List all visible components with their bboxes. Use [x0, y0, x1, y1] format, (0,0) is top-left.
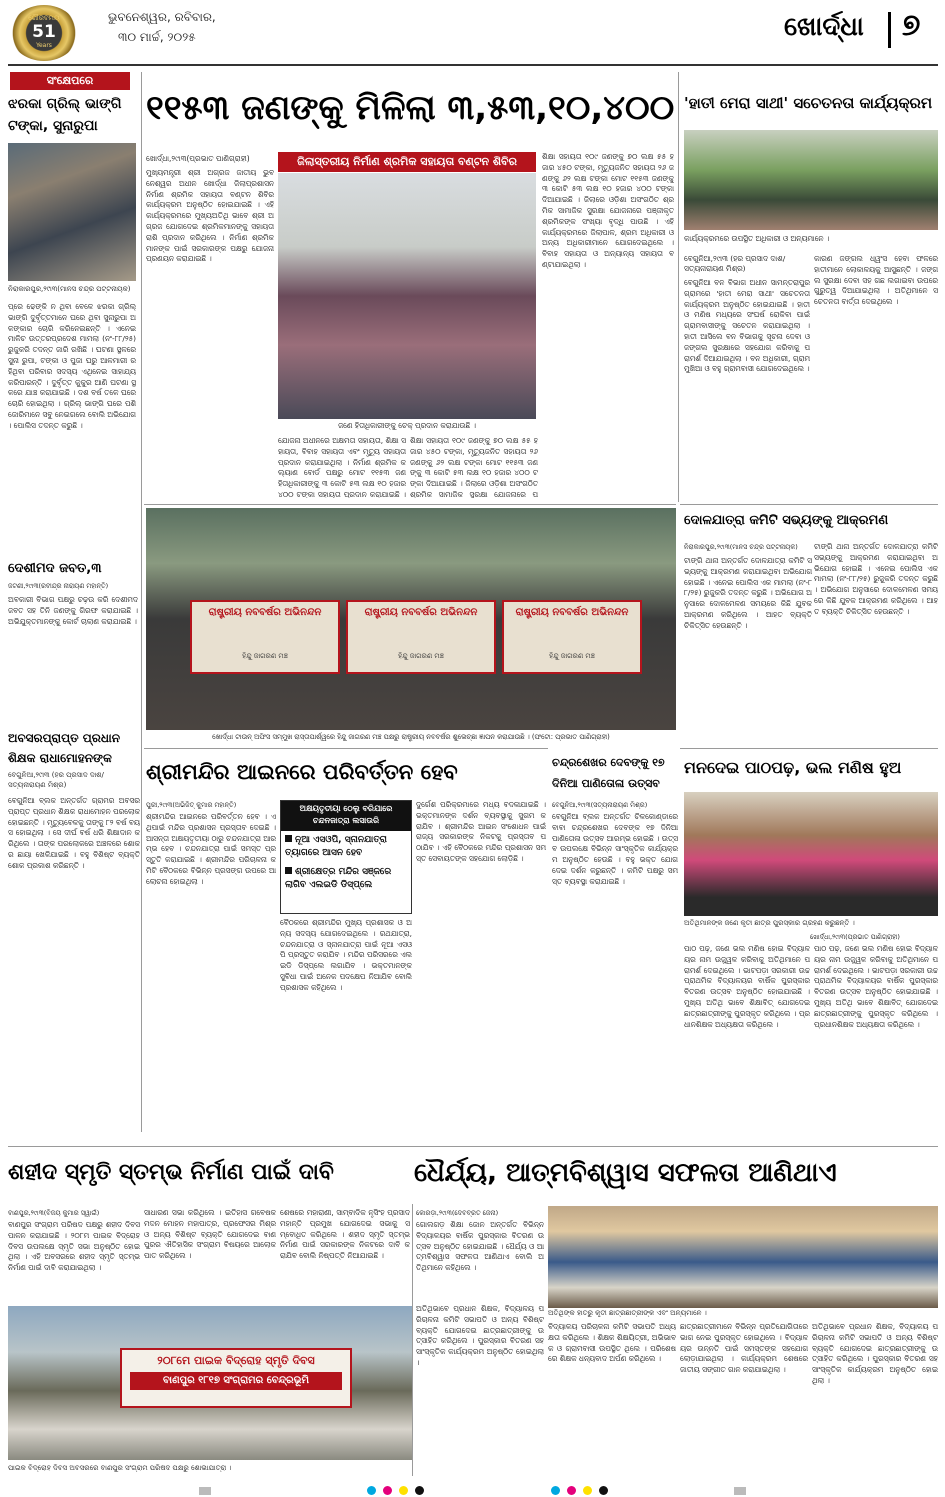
banner-sign-sub-2: ହିନ୍ଦୁ ଜାଗରଣ ମଞ୍ଚ	[398, 652, 444, 660]
gray-swatch-icon-2	[734, 1487, 746, 1495]
dhairya-photo	[548, 1206, 938, 1308]
dola-body-2: ଟାଙ୍ଗି ଥାନା ଅନ୍ତର୍ଗତ ଦୋଳଯାତ୍ରା କମିଟି ସଭ୍ୟଙ୍କୁ ଆକ୍ରମଣ କରାଯାଇଥିବା ଅଭିଯୋଗ ହୋଇଛି । ଏନେଇ ପୋଲିସ ଏକ ମାମଲା (ନଂ-୮୮/୨୫) ରୁଜୁକରି ତଦନ୍ତ କରୁଛି । ଅଭିଯୋଗ ଅନୁସାରେ ଦୋଳମେଳଣ ସମୟରେ କିଛି ଯୁବକ ଆକ୍ରମଣ କରିଥିଲେ । ଆହତ ବ୍ୟକ୍ତି ଚିକିତ୍ସିତ ହେଉଛନ୍ତି ।	[814, 542, 938, 616]
chandra-dateline: ବେଗୁନିଆ,୨୯ା୩(ସତ୍ୟନାରାୟଣ ମିଶ୍ର)	[552, 801, 648, 809]
cyan-dot-icon-2	[551, 1486, 560, 1495]
hati-photo-caption: କାର୍ଯ୍ୟକ୍ରମରେ ଉପସ୍ଥିତ ଅଧିକାରୀ ଓ ଅନ୍ୟମାନେ ।	[684, 234, 830, 243]
banner-photo	[146, 508, 676, 730]
srimandir-box-item-1	[281, 831, 411, 863]
date-line-2: ୩୦ ମାର୍ଚ୍ଚ, ୨୦୨୫	[118, 30, 196, 44]
desh-headline: ଦେଶୀମଦ ଜବତ,୩	[8, 561, 102, 576]
srimandir-box	[280, 800, 412, 914]
logo-years: 51	[32, 22, 56, 42]
chandra-body: ବେଗୁନିଆ ବ୍ଲକ ଅନ୍ତର୍ଗତ ଚିଳକୋଣ୍ଡାରେ ବାବା ଚନ୍ଦ୍ରଶେଖର ଦେବଙ୍କ ୧୭ ଦିନିଆ ପାଣିତୋଳା ଉତ୍ସବ ଆରମ୍ଭ ହୋଇଛି । ଉତ୍ସବ ଉପଲକ୍ଷେ ବିଭିନ୍ନ ସାଂସ୍କୃତିକ କାର୍ଯ୍ୟକ୍ରମ ଅନୁଷ୍ଠିତ ହେଉଛି । ବହୁ ଭକ୍ତ ଯୋଗଦେଇ ଦର୍ଶନ କରୁଛନ୍ତି । କମିଟି ପକ୍ଷରୁ ସମସ୍ତ ବ୍ୟବସ୍ଥା କରାଯାଇଛି ।	[552, 812, 678, 886]
logo-years-label: Years	[36, 42, 52, 49]
section-name: ଖୋର୍ଦ୍ଧା	[784, 12, 864, 42]
dhairya-headline: ଧୈର୍ଯ୍ୟ, ଆତ୍ମବିଶ୍ୱାସ ସଫଳତା ଆଣିଥାଏ	[414, 1158, 837, 1188]
yellow-dot-icon	[399, 1486, 408, 1495]
brief-headline: ଝରକା ଗ୍ରିଲ୍ ଭାଙ୍ଗି ଟଙ୍କା, ସୁନାରୁପା	[8, 96, 122, 134]
mana-dateline: ଖୋର୍ଦ୍ଧା,୨୯ା୩(ପ୍ରଭାତ ପାଣିଗ୍ରାହୀ)	[810, 933, 900, 941]
main-body-3: ଶିକ୍ଷା ସହାୟତା ୧୦୯ ଜଣଙ୍କୁ ୭୦ ଲକ୍ଷ ୫୫ ହଜାର ୪୫୦ ଟଙ୍କା, ମୃତ୍ୟୁଜନିତ ସହାୟତା ୨୬ ଜଣଙ୍କୁ ୬୨ ଲକ୍ଷ ଟଙ୍କା ମୋଟ ୧୧୫୩ ଜଣଙ୍କୁ ୩ କୋଟି ୫୩ ଲକ୍ଷ ୧୦ ହଜାର ୪୦୦ ଟଙ୍କା ଦିଆଯାଇଛି । ଜିଲାରେ ଓଡ଼ିଶା ଅସଂଗଠିତ ଶ୍ରମିକ ସାମାଜିକ ସୁରକ୍ଷା ଯୋଜନାରେ ପ	[410, 436, 538, 498]
dhairya-body-3: ବିଦ୍ୟାଳୟ ପରିଚାଳନା କମିଟି ସଭାପତି ଅଧ୍ୟକ୍ଷତା କରିଥିଲେ । ଶିକ୍ଷକ ଶିକ୍ଷୟିତ୍ରୀ, ଅଭିଭାବକ ଓ ଗ୍ରାମବାସୀ ଉପସ୍ଥିତ ଥିଲେ । ପରିଶେଷରେ ଶିକ୍ଷକ ଧନ୍ୟବାଦ ଅର୍ପଣ କରିଥିଲେ ।	[548, 1322, 676, 1364]
main-body-4: ଶିକ୍ଷା ସହାୟତା ୧୦୯ ଜଣଙ୍କୁ ୭୦ ଲକ୍ଷ ୫୫ ହଜାର ୪୫୦ ଟଙ୍କା, ମୃତ୍ୟୁଜନିତ ସହାୟତା ୨୬ ଜଣଙ୍କୁ ୬୨ ଲକ୍ଷ ଟଙ୍କା ମୋଟ ୧୧୫୩ ଜଣଙ୍କୁ ୩ କୋଟି ୫୩ ଲକ୍ଷ ୧୦ ହଜାର ୪୦୦ ଟଙ୍କା ଦିଆଯାଇଛି । ଜିଲାରେ ଓଡ଼ିଶା ଅସଂଗଠିତ ଶ୍ରମିକ ସାମାଜିକ ସୁରକ୍ଷା ଯୋଜନାରେ ପଞ୍ଜୀକୃତ ଶ୍ରମିକଙ୍କ ସଂଖ୍ୟା ବୃଦ୍ଧି ପାଉଛି । ଏହି କାର୍ଯ୍ୟକ୍ରମରେ ଜିଲାପାଳ, ଶ୍ରମ ଅଧିକାରୀ ଓ ଅନ୍ୟ ଅଧିକାରୀମାନେ ଯୋଗଦେଇଥିଲେ । ବିବାହ ସହାୟତା ଓ ଅନ୍ୟାନ୍ୟ ସହାୟତା ବଣ୍ଟାଯାଇଥିଲା ।	[542, 152, 674, 269]
main-body-2: ଯୋଜନା ଅଧୀନରେ ଅକ୍ଷମତା ସହାୟତା, ଶିକ୍ଷା ସହାୟତା, ବିବାହ ସହାୟତା ଏବଂ ମୃତ୍ୟୁ ସହାୟତା ପ୍ରଦାନ କରାଯାଇଥିଲା । ନିର୍ମାଣ ଶ୍ରମିକ କଲ୍ୟାଣ ବୋର୍ଡ ପକ୍ଷରୁ ମୋଟ ୧୧୫୩ ଜଣ ହିତାଧିକାରୀଙ୍କୁ ୩ କୋଟି ୫୩ ଲକ୍ଷ ୧୦ ହଜାର ୪୦୦ ଟଙ୍କା ସହାୟତା ପ୍ରଦାନ କରାଯାଇଛି ।	[278, 436, 406, 498]
banner-sign-right	[502, 600, 642, 674]
hati-photo	[684, 130, 938, 230]
dola-body: ଟାଙ୍ଗି ଥାନା ଅନ୍ତର୍ଗତ ଦୋଳଯାତ୍ରା କମିଟି ସଭ୍ୟଙ୍କୁ ଆକ୍ରମଣ କରାଯାଇଥିବା ଅଭିଯୋଗ ହୋଇଛି । ଏନେଇ ପୋଲିସ ଏକ ମାମଲା (ନଂ-୮୮/୨୫) ରୁଜୁକରି ତଦନ୍ତ କରୁଛି । ଅଭିଯୋଗ ଅନୁସାରେ ଦୋଳମେଳଣ ସମୟରେ କିଛି ଯୁବକ ଆକ୍ରମଣ କରିଥିଲେ । ଆହତ ବ୍ୟକ୍ତି ଚିକିତ୍ସିତ ହେଉଛନ୍ତି ।	[684, 556, 812, 630]
dhairya-body-5: ଅତିଥିଭାବେ ପ୍ରଧାନ ଶିକ୍ଷକ, ବିଦ୍ୟାଳୟ ପରିଚାଳନା କମିଟି ସଭାପତି ଓ ଅନ୍ୟ ବିଶିଷ୍ଟ ବ୍ୟକ୍ତି ଯୋଗଦେଇ ଛାତ୍ରଛାତ୍ରୀଙ୍କୁ ଉତ୍ସାହିତ କରିଥିଲେ । ପୁରସ୍କାର ବିତରଣ ସହ ସାଂସ୍କୃତିକ କାର୍ଯ୍ୟକ୍ରମ ଅନୁଷ୍ଠିତ ହୋଇଥିଲା ।	[812, 1322, 938, 1385]
main-headline: ୧୧୫୩ ଜଣଙ୍କୁ ମିଳିଲା ୩,୫୩,୧୦,୪୦୦	[146, 88, 675, 128]
srimandir-dateline: ପୁରୀ,୨୯ା୩(ଅଭିଜିତ୍ କୁମାର ମହାନ୍ତି)	[146, 801, 237, 809]
col-rule-1	[141, 72, 142, 1132]
shahid-photo-caption: ପାଇକ ବିଦ୍ରୋହ ଦିବସ ଅବସରରେ ବାଣପୁର ସଂଗ୍ରାମ ପରିଷଦ ପକ୍ଷରୁ ଶୋଭାଯାତ୍ରା ।	[8, 1464, 232, 1472]
banner-sign-mid	[346, 600, 496, 674]
dhairya-body-2: ଅତିଥିଭାବେ ପ୍ରଧାନ ଶିକ୍ଷକ, ବିଦ୍ୟାଳୟ ପରିଚାଳନା କମିଟି ସଭାପତି ଓ ଅନ୍ୟ ବିଶିଷ୍ଟ ବ୍ୟକ୍ତି ଯୋଗଦେଇ ଛାତ୍ରଛାତ୍ରୀଙ୍କୁ ଉତ୍ସାହିତ କରିଥିଲେ । ପୁରସ୍କାର ବିତରଣ ସହ ସାଂସ୍କୃତିକ କାର୍ଯ୍ୟକ୍ରମ ଅନୁଷ୍ଠିତ ହୋଇଥିଲା ।	[416, 1304, 544, 1367]
page-number: ୭	[902, 8, 921, 43]
main-dateline: ଖୋର୍ଦ୍ଧା,୨୯ା୩(ପ୍ରଭାତ ପାଣିଗ୍ରାହୀ)	[146, 154, 250, 163]
main-photo	[278, 173, 536, 419]
dhairya-body-4: ଛାତ୍ରଛାତ୍ରୀମାନେ ବିଭିନ୍ନ ପ୍ରତିଯୋଗିତାରେ ଭାଗ ନେଇ ପୁରସ୍କୃତ ହୋଇଥିଲେ । ବିଦ୍ୟାଳୟର ଉନ୍ନତି ପାଇଁ ସମସ୍ତଙ୍କ ସହଯୋଗ ଲୋଡ଼ାଯାଇଥିଲା । କାର୍ଯ୍ୟକ୍ରମ ଶେଷରେ ଜାତୀୟ ସଙ୍ଗୀତ ଗାନ କରାଯାଇଥିଲା ।	[680, 1322, 808, 1375]
main-photo-label: ଜିଲାସ୍ତରୀୟ ନିର୍ମାଣ ଶ୍ରମିକ ସହାୟତା ବଣ୍ଟନ ଶିବିର	[278, 152, 536, 172]
shahid-banner-line-1: ୨୦୮ମେ ପାଇକ ବିଦ୍ରୋହ ସ୍ମୃତି ଦିବସ	[157, 1354, 315, 1367]
shahid-body-2: ସାଧାରଣ ସଭା କରିଥିଲେ । ଇତିହାସ ଗବେଷକ ମଦନ ମୋହନ ମହାପାତ୍ର, ପ୍ରଫେସର ମିଶ୍ର ଓ ଅନ୍ୟ ବିଶିଷ୍ଟ ବ୍ୟକ୍ତି ଯୋଗଦେଇ ବାଣପୁରର ଐତିହାସିକ ସଂଗ୍ରାମ ବିଷୟରେ ଆଲୋକପାତ କରିଥିଲେ ।	[144, 1208, 276, 1261]
shahid-banner-line-2: ବାଣପୁର ୧୮୧୭ ସଂଗ୍ରାମର ବେନ୍ଦ୍ରଭୂମି	[130, 1372, 342, 1390]
mana-body: ପାଠ ପଢ଼, ଜଣେ ଭଲ ମଣିଷ ହୋଇ ବିଦ୍ୟାଳୟର ନାମ ଉଜ୍ଜ୍ୱଳ କରିବାକୁ ଅତିଥିମାନେ ପରାମର୍ଶ ଦେଇଥିଲେ । ଭାଟପଡ଼ା ସରକାରୀ ଉଚ୍ଚ ପ୍ରାଥମିକ ବିଦ୍ୟାଳୟର ବାର୍ଷିକ ପୁରସ୍କାର ବିତରଣ ଉତ୍ସବ ଅନୁଷ୍ଠିତ ହୋଇଯାଇଛି । ମୁଖ୍ୟ ଅତିଥି ଭାବେ ଶିକ୍ଷାବିତ୍ ଯୋଗଦେଇ ଛାତ୍ରଛାତ୍ରୀଙ୍କୁ ପୁରସ୍କୃତ କରିଥିଲେ । ପ୍ରଧାନଶିକ୍ଷକ ଅଧ୍ୟକ୍ଷତା କରିଥିଲେ ।	[684, 944, 810, 1029]
shahid-photo	[8, 1306, 412, 1460]
bottom-top-rule	[8, 1146, 938, 1147]
srimandir-body-1: ଶ୍ରୀମନ୍ଦିର ଆଇନରେ ପରିବର୍ତ୍ତନ ହେବ । ଏଥିପାଇଁ ମନ୍ଦିର ପ୍ରଶାସନ ପ୍ରସ୍ତାବ ଦେଇଛି । ଆସନ୍ତା ଅକ୍ଷୟତୃତୀୟା ଠାରୁ ଚନ୍ଦନଯାତ୍ରା ଆରମ୍ଭ ହେବ । ଚନ୍ଦନଯାତ୍ରା ପାଇଁ ସମସ୍ତ ପ୍ରସ୍ତୁତି କରାଯାଇଛି । ଶ୍ରୀମନ୍ଦିର ପରିଚାଳନା କମିଟି ବୈଠକରେ ବିଭିନ୍ନ ପ୍ରସଙ୍ଗ ଉପରେ ଆଲୋଚନା ହୋଇଥିଲା ।	[146, 812, 276, 886]
black-dot-icon-2	[599, 1486, 608, 1495]
chandra-headline: ଚନ୍ଦ୍ରଶେଖର ଦେବଙ୍କୁ ୧୭ ଦିନିଆ ପାଣିତୋଳା ଉତ୍ସବ	[552, 756, 665, 790]
col-rule-2	[678, 72, 679, 502]
shahid-dateline: ବାଣପୁର,୨୯ା୩(ବିଜୟ କୁମାର ସ୍ୱାଇଁ)	[8, 1209, 100, 1217]
srimandir-body-3: ଦୁର୍ଗେଶ ପରିକ୍ରମାରେ ମଧ୍ୟ ବଦଳାଯାଇଛି । ଭକ୍ତମାନଙ୍କ ଦର୍ଶନ ବ୍ୟବସ୍ଥାକୁ ସୁଗମ କରାଯିବ । ଶ୍ରୀମନ୍ଦିର ଆଇନ ସଂଶୋଧନ ପାଇଁ ରାଜ୍ୟ ସରକାରଙ୍କ ନିକଟକୁ ପ୍ରସ୍ତାବ ପଠାଯିବ । ଏହି ବୈଠକରେ ମନ୍ଦିର ପ୍ରଶାସନ ସମସ୍ତ ସେବାୟତଙ୍କ ସହଯୋଗ ଲୋଡ଼ିଛି ।	[416, 800, 546, 863]
date-line-1: ଭୁବନେଶ୍ୱର, ରବିବାର,	[108, 10, 216, 24]
cyan-dot-icon	[367, 1486, 376, 1495]
banner-sign-title: ରାଷ୍ଟ୍ରୀୟ ନବବର୍ଷର ଅଭିନନ୍ଦନ	[208, 607, 322, 618]
brief-label: ସଂକ୍ଷେପରେ	[10, 72, 130, 90]
dhairya-dateline: କୋରଡ଼ା,୨୯ା୩(ଦେବବ୍ରତ ଜେନା)	[416, 1209, 499, 1217]
dola-top-rule	[680, 504, 938, 505]
gray-swatch-icon	[199, 1487, 211, 1495]
box-item-2-text: ଶ୍ରୀକ୍ଷେତ୍ର ମନ୍ଦିର ସଞ୍ଜରେ ଲାଗିବ ଏଲଇଡି ଡିସ୍‌ପ୍ଲେ	[285, 867, 392, 890]
srimandir-box-item-2	[281, 863, 411, 895]
dola-dateline: ନିରାକାରପୁର,୨୯ା୩(ମାନସ ଚନ୍ଦ୍ର ପଟ୍ଟନାୟକ)	[684, 543, 798, 551]
srimandir-headline: ଶ୍ରୀମନ୍ଦିର ଆଇନରେ ପରିବର୍ତ୍ତନ ହେବ	[146, 760, 458, 784]
shahid-body-1: ବାଣପୁର ସଂଗ୍ରାମ ପରିଷଦ ପକ୍ଷରୁ ଶହୀଦ ଦିବସ ପାଳନ କରାଯାଇଛି । ୨୦୮ମ ପାଇକ ବିଦ୍ରୋହ ଦିବସ ଉପଲକ୍ଷେ ସ୍ମୃତି ସଭା ଅନୁଷ୍ଠିତ ହୋଇଥିଲା । ଏହି ଅବସରରେ ଶହୀଦ ସ୍ମୃତି ସ୍ତମ୍ଭ ନିର୍ମାଣ ପାଇଁ ଦାବି କରାଯାଇଥିଲା ।	[8, 1220, 140, 1273]
masthead	[0, 0, 945, 66]
banner-sign-title-3: ରାଷ୍ଟ୍ରୀୟ ନବବର୍ଷର ଅଭିନନ୍ଦନ	[515, 607, 629, 618]
mana-top-rule	[680, 748, 938, 749]
banner-sign-sub: ହିନ୍ଦୁ ଜାଗରଣ ମଞ୍ଚ	[242, 652, 288, 660]
shahid-headline: ଶହୀଦ ସ୍ମୃତି ସ୍ତମ୍ଭ ନିର୍ମାଣ ପାଇଁ ଦାବି	[8, 1160, 334, 1185]
shahid-banner	[120, 1348, 352, 1408]
mana-photo	[684, 792, 938, 916]
banner-sign-sub-3: ହିନ୍ଦୁ ଜାଗରଣ ମଞ୍ଚ	[549, 652, 595, 660]
yellow-dot-icon-2	[583, 1486, 592, 1495]
col-rule-bottom	[412, 1204, 413, 1476]
magenta-dot-icon	[383, 1486, 392, 1495]
hati-body: ବେଗୁନିଆ ବନ ବିଭାଗ ଅଧୀନ ସାମନ୍ତରାପୁର ଗ୍ରାମରେ 'ହାତୀ ମେରା ସାଥୀ' ସଚେତନତା କାର୍ଯ୍ୟକ୍ରମ ଅନୁଷ୍ଠିତ ହୋଇଯାଇଛି । ହାତୀ ଓ ମଣିଷ ମଧ୍ୟରେ ସଂଘର୍ଷ ରୋକିବା ପାଇଁ ଗ୍ରାମବାସୀଙ୍କୁ ସଚେତନ କରାଯାଇଥିଲା । ହାତୀ ଆସିଲେ ବନ ବିଭାଗକୁ ସୂଚନା ଦେବା ଓ ଜଙ୍ଗଲ ସୁରକ୍ଷାରେ ସହଯୋଗ କରିବାକୁ ପରାମର୍ଶ ଦିଆଯାଇଥିଲା । ବନ ଅଧିକାରୀ, ଗ୍ରାମ ମୁଖିଆ ଓ ବହୁ ଗ୍ରାମବାସୀ ଯୋଗଦେଇଥିଲେ ।	[684, 278, 810, 374]
bullet-square-icon	[285, 867, 292, 874]
dhairya-photo-caption: ଅତିଥିଙ୍କ ହାତରୁ କୃତୀ ଛାତ୍ରଛାତ୍ରୀଙ୍କ ଏବଂ ଅନ୍ୟମାନେ ।	[548, 1309, 707, 1317]
obit-body: ବେଗୁନିଆ ବ୍ଲକ ଅନ୍ତର୍ଗତ ଗ୍ରାମର ଅବସରପ୍ରାପ୍ତ ପ୍ରଧାନ ଶିକ୍ଷକ ରାଧାମୋହନ ପରଲୋକ ହୋଇଛନ୍ତି । ମୃତ୍ୟୁବେଳକୁ ତାଙ୍କୁ ୮୨ ବର୍ଷ ବୟସ ହୋଇଥିଲା । ସେ ଦୀର୍ଘ ବର୍ଷ ଧରି ଶିକ୍ଷାଦାନ କରିଥିଲେ । ତାଙ୍କ ପରଲୋକରେ ଅଞ୍ଚଳରେ ଶୋକର ଛାୟା ଖେଳିଯାଇଛି । ବହୁ ବିଶିଷ୍ଟ ବ୍ୟକ୍ତି ଶୋକ ପ୍ରକାଶ କରିଛନ୍ତି ।	[8, 796, 140, 870]
section-divider	[888, 12, 891, 48]
main-photo-caption: ଜଣେ ହିତାଧିକାରୀଙ୍କୁ ଚେକ୍ ପ୍ରଦାନ କରାଯାଉଛି ।	[338, 421, 476, 430]
shahid-body-3: ଶେଷରେ ମହାରାଣୀ, ସାମ୍ବାଦିକ ନୃସିଂହ ପ୍ରସାଦ ମହାନ୍ତି ପ୍ରମୁଖ ଯୋଗଦେଇ ସଭାକୁ ସମ୍ବୋଧିତ କରିଥିଲେ । ଶହୀଦ ସ୍ମୃତି ସ୍ତମ୍ଭ ନିର୍ମାଣ ପାଇଁ ସରକାରଙ୍କ ନିକଟରେ ଦାବି କରାଯିବ ବୋଲି ନିଷ୍ପତ୍ତି ନିଆଯାଇଛି ।	[280, 1208, 410, 1261]
brief-body: ପ୍ରେ ଢେଙ୍କି ନ ଥିବା ବେଳେ ଝରକା ଗ୍ରିଲ୍ ଭାଙ୍ଗି ଦୁର୍ବୃତ୍ତମାନେ ଘରେ ଥିବା ସୁନାରୁପା ଅଳଙ୍କାର ଚୋରି କରିନେଇଛନ୍ତି । ଏନେଇ ମାଳିଚ ଉତ୍ତରପ୍ରଦେଶ ମାମଲା (ନଂ-୮୮/୨୫) ରୁଜୁକରି ତଦନ୍ତ ଜାରି ରଖିଛି । ଘଟଣା ସ୍ଥଳରେ ସୁନା ରୁପା, ଟଙ୍କା ଓ ପୁଜା ଘରୁ ଆଳମାରୀ ରହିଥିବା ପରିବାର ସଦସ୍ୟ ଏଥିନେଇ ସାହାଯ୍ୟ କରିପାରନ୍ତି । ଦୁର୍ବୃତ୍ତ କୁକୁର ଆଣି ଘଟଣା ସ୍ଥଳରେ ଯାଞ୍ଚ କରାଯାଇଛି । ଦଶ ବର୍ଷ ତଳେ ଘରେ ଚୋରି ହୋଇଥିଲା । ଗ୍ରିଲ୍ ଭାଙ୍ଗି ଘରେ ପଶି ଜୋରିମାନେ ସବୁ ନେଇଗଲେ ବୋଲି ଅଭିଯୋଗ । ପୋଲିସ ତଦନ୍ତ କରୁଛି ।	[8, 302, 136, 430]
srimandir-body-2: ବୈଠକରେ ଶ୍ରୀମନ୍ଦିର ମୁଖ୍ୟ ପ୍ରଶାସକ ଓ ଅନ୍ୟ ସଦସ୍ୟ ଯୋଗଦେଇଥିଲେ । ରଥଯାତ୍ରା, ଚନ୍ଦନଯାତ୍ରା ଓ ସ୍ନାନଯାତ୍ରା ପାଇଁ ନୂଆ ଏସଓପି ପ୍ରସ୍ତୁତ କରାଯିବ । ମନ୍ଦିର ପରିସରରେ ଏଲଇଡି ଡିସ୍‌ପ୍ଲେ ଲଗାଯିବ । ଭକ୍ତମାନଙ୍କ ସୁବିଧା ପାଇଁ ଅନେକ ପଦକ୍ଷେପ ନିଆଯିବ ବୋଲି ପ୍ରଶାସକ କହିଥିଲେ ।	[280, 918, 412, 992]
desh-body: ଅବକାରୀ ବିଭାଗ ପକ୍ଷରୁ ଚଢ଼ଉ କରି ଦେଶୀମଦ ଜବତ ସହ ତିନି ଜଣଙ୍କୁ ଗିରଫ କରାଯାଇଛି । ଅଭିଯୁକ୍ତମାନଙ୍କୁ କୋର୍ଟ ଚାଲାଣ କରାଯାଇଛି ।	[8, 595, 138, 626]
dola-headline: ଦୋଳଯାତ୍ରା କମିଟି ସଭ୍ୟଙ୍କୁ ଆକ୍ରମଣ	[684, 513, 889, 528]
banner-top-rule	[144, 504, 676, 505]
brief-photo	[8, 143, 136, 281]
srimandir-box-title: ଅକ୍ଷୟତୃତୀୟା ଠେଲୁ ବରିଯାରେ ଚନ୍ଦନଜାତ୍ରା ଲସାଉରି	[281, 801, 411, 831]
main-body-1: ମୁଖ୍ୟମନ୍ତ୍ରୀ ଶ୍ରୀ ଅଗ୍ରଜ ଜାତୀୟ ଭୁବନେଶ୍ୱର ଅଧୀନ ଖୋର୍ଦ୍ଧା ଜିଲାପ୍ରଶାସନ ନିର୍ମାଣ ଶ୍ରମିକ ସହାୟତା ବଣ୍ଟନ ଶିବିର କାର୍ଯ୍ୟକ୍ରମ ଅନୁଷ୍ଠିତ ହୋଇଯାଇଛି । ଏହି କାର୍ଯ୍ୟକ୍ରମରେ ମୁଖ୍ୟଅତିଥି ଭାବେ ଶ୍ରୀ ଅଗ୍ରଜ ଯୋଗଦେଇ ଶ୍ରମିକମାନଙ୍କୁ ସହାୟତା ରାଶି ପ୍ରଦାନ କରିଥିଲେ । ନିର୍ମାଣ ଶ୍ରମିକମାନଙ୍କ ପାଇଁ ସରକାରଙ୍କ ପକ୍ଷରୁ ଯୋଜନା ପ୍ରଣୟନ କରାଯାଇଛି ।	[146, 168, 274, 264]
bullet-square-icon	[285, 835, 292, 842]
dhairya-body-1: ଗୋଲଗଡ଼ ଶିକ୍ଷା ଜୋନ ଅନ୍ତର୍ଗତ ବିଭିନ୍ନ ବିଦ୍ୟାଳୟର ବାର୍ଷିକ ପୁରସ୍କାର ବିତରଣ ଉତ୍ସବ ଅନୁଷ୍ଠିତ ହୋଇଯାଇଛି । ଧୈର୍ଯ୍ୟ ଓ ଆତ୍ମବିଶ୍ୱାସ ସଫଳତା ଆଣିଥାଏ ବୋଲି ଅତିଥିମାନେ କହିଥିଲେ ।	[416, 1220, 544, 1273]
obit-dateline: ବେଗୁନିଆ,୨୯ା୩ (ହର ପ୍ରସାଦ ଦାଶ/ସତ୍ୟନାରାୟଣ ମିଶ୍ର)	[8, 771, 104, 789]
hati-dateline: ବେଗୁନିଆ,୨୯ା୩ (ହର ପ୍ରସାଦ ଦାଶ/ସତ୍ୟନାରାୟଣ ମିଶ୍ର)	[684, 254, 786, 273]
anniversary-logo	[10, 5, 78, 61]
box-item-1-text: ନୂଆ ଏସଓପି, ସ୍ନାନଯାତ୍ରା ତ୍ୟାଗରେ ଆସନ ହେବ	[285, 835, 387, 858]
desh-dateline: ଜଟଣୀ,୨୯ା୩(ରବୀନ୍ଦ୍ର ନାରାୟଣ ମହାନ୍ତି)	[8, 582, 109, 590]
brief-photo-caption: ନିରାକାରପୁର,୨୯ା୩(ମାନସ ଚନ୍ଦ୍ର ପଟ୍ଟନାୟକ)	[8, 285, 131, 293]
black-dot-icon	[415, 1486, 424, 1495]
masthead-rule	[8, 64, 938, 66]
hati-headline: 'ହାତୀ ମେରା ସାଥୀ' ସଚେତନତା କାର୍ଯ୍ୟକ୍ରମ	[684, 94, 933, 112]
mana-headline: ମନଦେଇ ପାଠପଢ଼, ଭଲ ମଣିଷ ହୁଅ	[684, 758, 902, 777]
banner-photo-caption: ଖୋର୍ଦ୍ଧା ଟାଉନ୍ ଅଫିସ ସମ୍ମୁଖ ରାସ୍ତାପାର୍ଶ୍ୱରେ ହିନ୍ଦୁ ଜାଗରଣ ମଞ୍ଚ ପକ୍ଷରୁ ରାଷ୍ଟ୍ରୀୟ ନବବର୍ଷର ଶୁଭେଚ୍ଛା ଜ୍ଞାପନ କରାଯାଉଛି । (ଫଟୋ: ପ୍ରଭାତ ପାଣିଗ୍ରାହୀ)	[212, 733, 610, 741]
srimandir-top-rule	[144, 748, 548, 749]
logo-caption: ଗୌରବମୟ	[28, 14, 60, 22]
hati-body-2: କାରଣ ଜଙ୍ଗଲ ଧ୍ୱଂସ ହେବା ଫଳରେ ହାତୀମାନେ ଲୋକାଳୟକୁ ଆସୁଛନ୍ତି । ଜଙ୍ଗଲ ସୁରକ୍ଷା ଦେବା ସହ ଗଛ ଲଗାଇବା ଉପରେ ଗୁରୁତ୍ୱ ଦିଆଯାଇଥିଲା । ଅତିଥିମାନେ ସଚେତନତା ବାର୍ତ୍ତା ଦେଇଥିଲେ ।	[814, 254, 938, 307]
mana-body-2: ପାଠ ପଢ଼, ଜଣେ ଭଲ ମଣିଷ ହୋଇ ବିଦ୍ୟାଳୟର ନାମ ଉଜ୍ଜ୍ୱଳ କରିବାକୁ ଅତିଥିମାନେ ପରାମର୍ଶ ଦେଇଥିଲେ । ଭାଟପଡ଼ା ସରକାରୀ ଉଚ୍ଚ ପ୍ରାଥମିକ ବିଦ୍ୟାଳୟର ବାର୍ଷିକ ପୁରସ୍କାର ବିତରଣ ଉତ୍ସବ ଅନୁଷ୍ଠିତ ହୋଇଯାଇଛି । ମୁଖ୍ୟ ଅତିଥି ଭାବେ ଶିକ୍ଷାବିତ୍ ଯୋଗଦେଇ ଛାତ୍ରଛାତ୍ରୀଙ୍କୁ ପୁରସ୍କୃତ କରିଥିଲେ । ପ୍ରଧାନଶିକ୍ଷକ ଅଧ୍ୟକ୍ଷତା କରିଥିଲେ ।	[814, 944, 938, 1029]
magenta-dot-icon-2	[567, 1486, 576, 1495]
obit-headline: ଅବସରପ୍ରାପ୍ତ ପ୍ରଧାନ ଶିକ୍ଷକ ରାଧାମୋହନଙ୍କ	[8, 731, 120, 765]
banner-sign-left	[190, 600, 340, 674]
banner-sign-title-2: ରାଷ୍ଟ୍ରୀୟ ନବବର୍ଷର ଅଭିନନ୍ଦନ	[364, 607, 478, 618]
mana-photo-caption: ଅତିଥିମାନଙ୍କ ଜଣେ କୃତୀ ଛାତ୍ର ପୁରସ୍କାର ଗ୍ରହଣ କରୁଛନ୍ତି ।	[684, 919, 855, 927]
print-registration-bar	[0, 1480, 945, 1497]
